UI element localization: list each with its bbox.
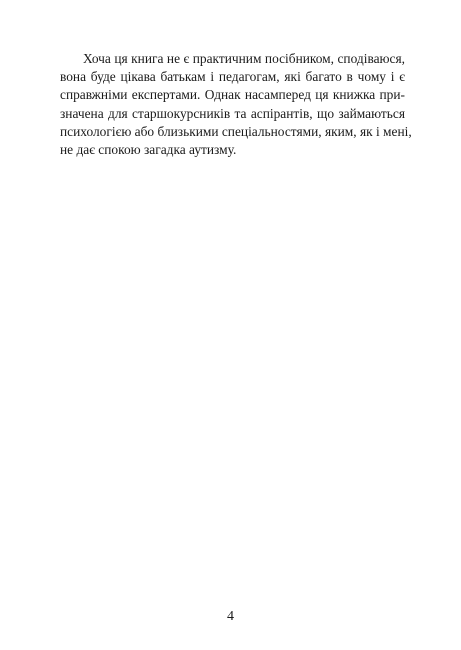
page-number: 4 [227, 609, 234, 624]
paragraph-line-2: вона буде цікава батькам і педагогам, які багато в чому і є [60, 69, 405, 85]
paragraph-line-5: психологією або близькими спеціальностями, яким, як і мені, [60, 123, 412, 139]
paragraph-line-1: Хоча ця книга не є практичним посібником, сподіваюся, [83, 51, 405, 66]
paragraph-line-4: значена для старшокурсників та аспірантів, що займаються [60, 105, 405, 121]
paragraph-line-3: справжніми експертами. Однак насамперед ця книжка при- [60, 87, 405, 103]
body-paragraph [60, 50, 412, 159]
paragraph-line-6: не дає спокою загадка аутизму. [60, 141, 237, 157]
